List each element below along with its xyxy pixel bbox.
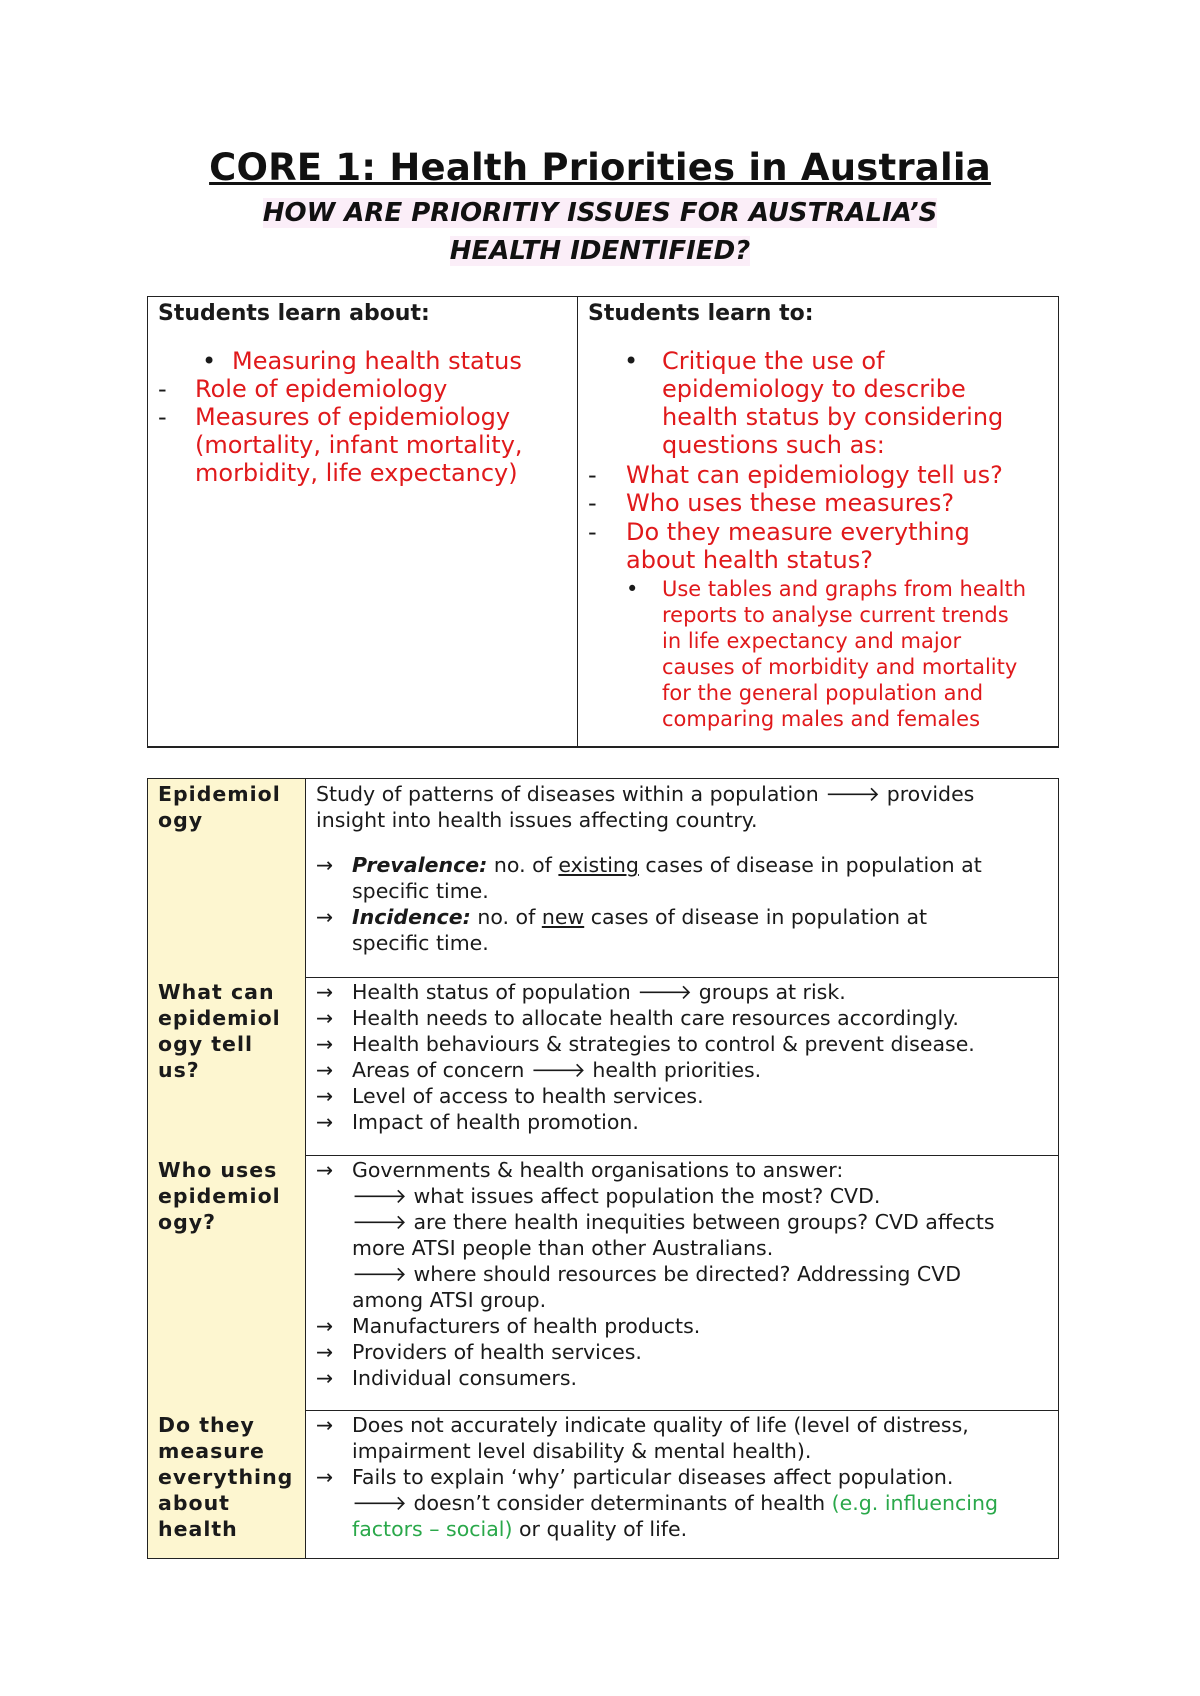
- sub-item: 🡒 are there health inequities between groups? CVD affects more ATSI people than other Australians.: [352, 1210, 995, 1260]
- row-heading: Epidemiol ogy: [148, 779, 306, 977]
- list-item: → Does not accurately indicate quality of life (level of distress, impairment level disability & mental health).: [316, 1413, 969, 1463]
- arrow-icon: →: [316, 1110, 334, 1134]
- list-item: → Level of access to health services.: [316, 1084, 704, 1108]
- arrow-icon: →: [316, 1032, 334, 1056]
- arrow-icon: →: [316, 1413, 334, 1437]
- bullet-icon: •: [624, 347, 639, 375]
- dash-icon: -: [588, 489, 597, 517]
- arrow-icon: →: [316, 1058, 334, 1082]
- arrow-icon: →: [316, 1314, 334, 1338]
- dash-icon: -: [158, 403, 167, 431]
- list-item: → Providers of health services.: [316, 1340, 642, 1364]
- table-row-epidemiology: [148, 779, 1058, 977]
- about-dash-2: - Measures of epidemiology (mortality, infant mortality, morbidity, life expectancy): [158, 403, 523, 487]
- row-content: [306, 779, 1058, 977]
- page-subtitle: [160, 194, 1040, 270]
- learn-about-heading: Students learn about:: [158, 301, 430, 326]
- arrow-icon: →: [316, 853, 334, 877]
- page-title: CORE 1: Health Priorities in Australia: [209, 146, 991, 189]
- row-heading: Do they measure everything about health: [148, 1410, 306, 1558]
- arrow-icon: →: [316, 1084, 334, 1108]
- list-item: → Impact of health promotion.: [316, 1110, 639, 1134]
- bullet-icon: •: [626, 577, 639, 601]
- learn-to-column: [578, 297, 1058, 746]
- to-small-bullet: • Use tables and graphs from health reports to analyse current trends in life expectancy and major causes of morbidity and mortality for the general population and comparing males and females: [626, 577, 1027, 731]
- epidemiology-table: [147, 778, 1059, 1559]
- learn-to-heading: Students learn to:: [588, 301, 814, 326]
- list-item: → Health behaviours & strategies to control & prevent disease.: [316, 1032, 975, 1056]
- arrow-icon: →: [316, 905, 334, 929]
- intro-text: Study of patterns of diseases within a population 🡒 provides insight into health issues affecting country.: [316, 782, 975, 832]
- about-dash-1: - Role of epidemiology: [158, 375, 448, 403]
- arrow-icon: →: [316, 1158, 334, 1182]
- list-item: → Health needs to allocate health care resources accordingly.: [316, 1006, 959, 1030]
- sub-item: 🡒 where should resources be directed? Addressing CVD among ATSI group.: [352, 1262, 962, 1312]
- row-heading: Who uses epidemiol ogy?: [148, 1155, 306, 1410]
- arrow-icon: →: [316, 980, 334, 1004]
- arrow-icon: →: [316, 1340, 334, 1364]
- incidence-item: → Incidence: no. of new cases of disease in population at specific time.: [316, 905, 928, 955]
- to-dash-1: - What can epidemiology tell us?: [588, 461, 1003, 489]
- arrow-icon: →: [316, 1006, 334, 1030]
- row-content: [306, 1410, 1058, 1558]
- list-item: → Manufacturers of health products.: [316, 1314, 701, 1338]
- to-dash-3: - Do they measure everything about health status?: [588, 518, 970, 574]
- row-heading: What can epidemiol ogy tell us?: [148, 977, 306, 1155]
- bullet-icon: •: [202, 347, 217, 375]
- row-content: [306, 1155, 1058, 1410]
- to-bullet: • Critique the use of epidemiology to describe health status by considering questions such as:: [624, 347, 1004, 459]
- list-item: → Individual consumers.: [316, 1366, 578, 1390]
- list-item: → Health status of population 🡒 groups at risk.: [316, 980, 846, 1004]
- table-row-measure-everything: [148, 1410, 1058, 1558]
- dash-icon: -: [588, 461, 597, 489]
- sub-item: 🡒 what issues affect population the most? CVD.: [352, 1184, 881, 1208]
- dash-icon: -: [158, 375, 167, 403]
- table-row-what-can: [148, 977, 1058, 1155]
- list-item: → Governments & health organisations to answer:: [316, 1158, 844, 1182]
- subtitle-line-1: HOW ARE PRIORITIY ISSUES FOR AUSTRALIA’S: [262, 198, 938, 228]
- learn-table: [147, 296, 1059, 748]
- prevalence-item: → Prevalence: no. of existing cases of disease in population at specific time.: [316, 853, 982, 903]
- arrow-icon: →: [316, 1366, 334, 1390]
- learn-about-column: [148, 297, 578, 746]
- table-row-who-uses: [148, 1155, 1058, 1410]
- to-dash-2: - Who uses these measures?: [588, 489, 955, 517]
- subtitle-line-2: HEALTH IDENTIFIED?: [449, 236, 751, 266]
- list-item: → Areas of concern 🡒 health priorities.: [316, 1058, 762, 1082]
- list-item: → Fails to explain ‘why’ particular diseases affect population. 🡒 doesn’t consider determinants of health (e.g. influencing factors – social) or quality of life.: [316, 1465, 998, 1541]
- dash-icon: -: [588, 518, 597, 546]
- about-bullet: • Measuring health status: [202, 347, 522, 375]
- row-content: [306, 977, 1058, 1155]
- arrow-icon: →: [316, 1465, 334, 1489]
